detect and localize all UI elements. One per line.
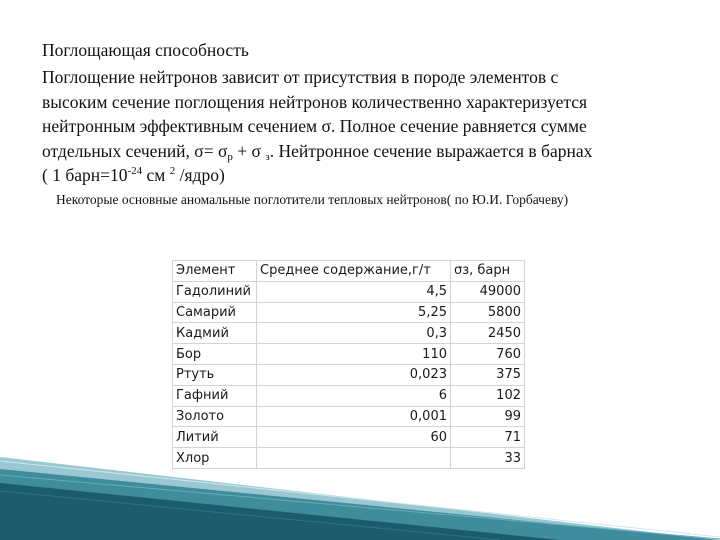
cell-cross-section: 375 (451, 364, 525, 385)
table-row (173, 344, 525, 365)
cell-element: Литий (173, 427, 257, 448)
paragraph-line-2: высоким сечение поглощения нейтронов количественно характеризуется (42, 91, 588, 112)
slide-heading: Поглощающая способность (42, 40, 249, 60)
cell-element: Гадолиний (173, 281, 257, 302)
cell-cross-section: 760 (451, 344, 525, 365)
paragraph-line-4 (42, 139, 682, 164)
table-row (173, 427, 525, 448)
cell-element: Золото (173, 406, 257, 427)
cell-cross-section: 99 (451, 406, 525, 427)
cell-element: Кадмий (173, 323, 257, 344)
table-row (173, 323, 525, 344)
line5-superscript-exp: -24 (127, 165, 143, 177)
table-row (173, 385, 525, 406)
cell-cross-section: 2450 (451, 323, 525, 344)
cell-content: 5,25 (257, 302, 451, 323)
cell-element: Ртуть (173, 364, 257, 385)
line4-start: отдельных сечений, σ= σ (42, 140, 228, 161)
table-header-row (173, 261, 525, 282)
cell-content: 6 (257, 385, 451, 406)
table-row (173, 302, 525, 323)
line4-subscript-z: з (265, 150, 270, 163)
cell-content: 4,5 (257, 281, 451, 302)
cell-cross-section: 33 (451, 448, 525, 469)
cell-content: 0,3 (257, 323, 451, 344)
cell-content: 0,023 (257, 364, 451, 385)
cell-cross-section: 5800 (451, 302, 525, 323)
header-element: Элемент (173, 261, 257, 282)
cell-cross-section: 71 (451, 427, 525, 448)
line4-subscript-r: р (227, 150, 233, 163)
line5-end: /ядро) (175, 165, 225, 185)
paragraph-line-1: Поглощение нейтронов зависит от присутствия в породе элементов с (42, 67, 559, 87)
cell-element: Гафний (173, 385, 257, 406)
cell-element: Самарий (173, 302, 257, 323)
cell-element: Бор (173, 344, 257, 365)
header-content: Среднее содержание,г/т (257, 261, 451, 282)
paragraph-line-3: нейтронным эффективным сечением σ. Полное сечение равняется сумме (42, 116, 587, 136)
line5-start: ( 1 барн=10 (42, 165, 128, 185)
line4-end: . Нейтронное сечение выражается в барнах (269, 140, 593, 161)
table-row (173, 406, 525, 427)
absorbers-table (172, 260, 525, 469)
cell-content: 110 (257, 344, 451, 365)
cell-content: 60 (257, 427, 451, 448)
cell-cross-section: 102 (451, 385, 525, 406)
paragraph-line-5 (42, 163, 682, 188)
table-row (173, 364, 525, 385)
body-paragraph (42, 65, 682, 188)
line5-superscript-2: 2 (169, 165, 176, 177)
line5-mid: см (142, 165, 170, 185)
line4-mid: + σ (232, 140, 266, 161)
table-row (173, 281, 525, 302)
cell-cross-section: 49000 (451, 281, 525, 302)
cell-content: 0,001 (257, 406, 451, 427)
table-caption: Некоторые основные аномальные поглотители тепловых нейтронов( по Ю.И. Горбачеву) (56, 192, 569, 207)
header-cross-section: σз, барн (451, 261, 525, 282)
bottom-wave-decoration (0, 455, 720, 540)
cell-element: Хлор (173, 448, 257, 469)
